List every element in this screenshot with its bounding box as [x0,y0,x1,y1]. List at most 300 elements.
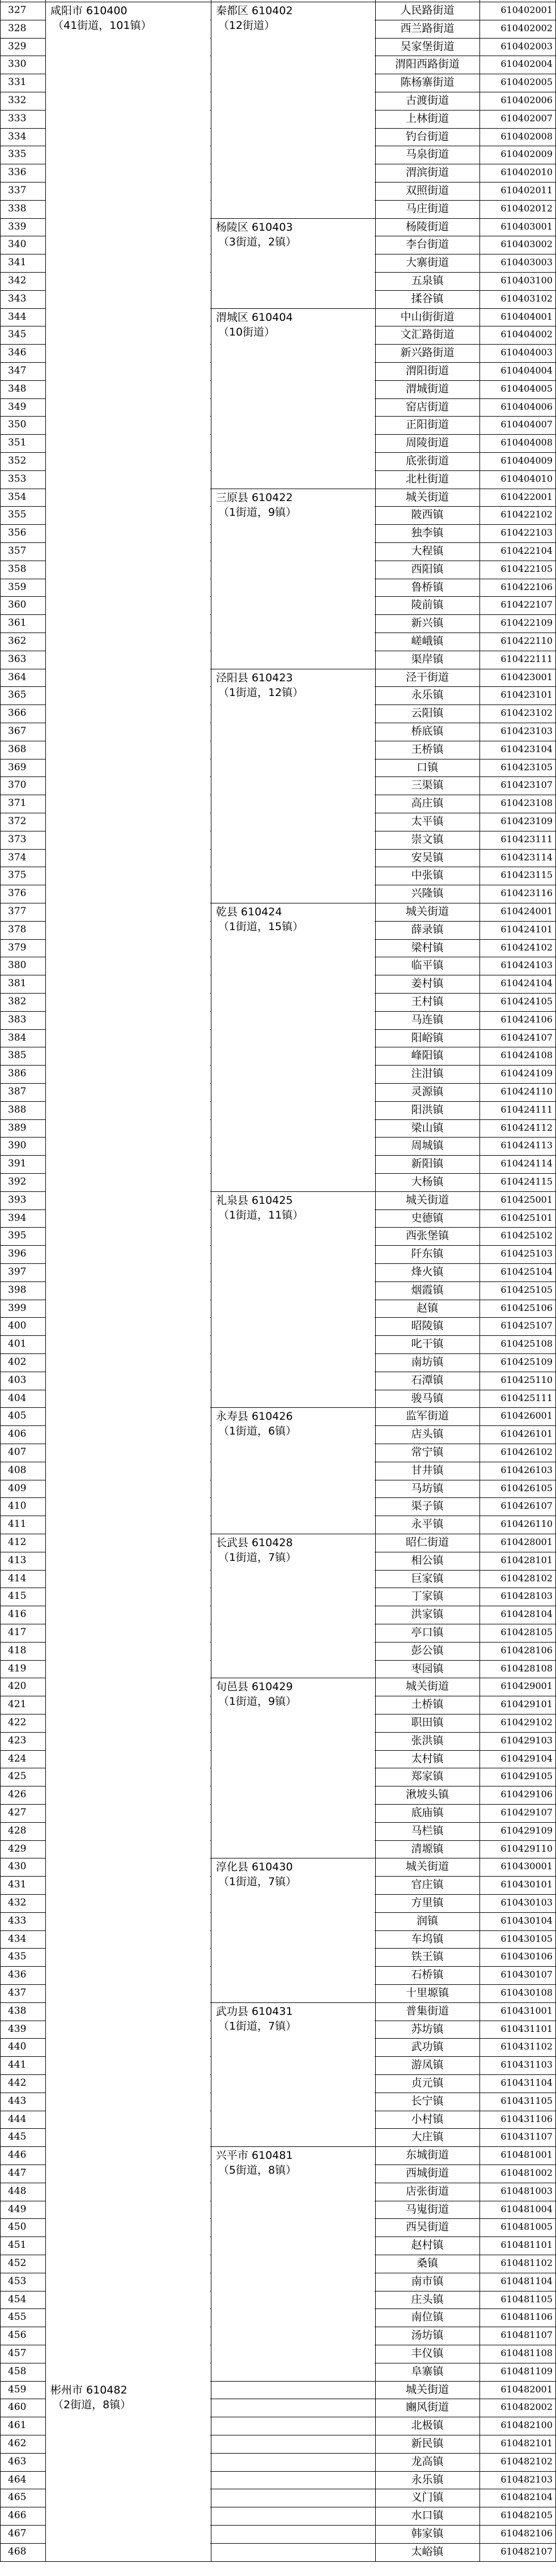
division-code: 610404008 [500,437,553,448]
subdistrict-name: 周陵街道 [405,436,449,449]
row-number: 452 [8,2257,27,2269]
row-number: 466 [8,2510,27,2522]
subdistrict-name: 彭公镇 [411,1644,444,1657]
subdistrict-name: 豳风街道 [405,2401,449,2414]
county-summary: （10街道） [218,325,275,338]
subdistrict-name: 杨陵街道 [405,220,449,233]
row-number: 453 [8,2275,27,2287]
division-code: 610430101 [500,1879,553,1890]
subdistrict-name: 马庄街道 [405,202,449,215]
division-code: 610424113 [500,1140,553,1151]
row-number: 354 [8,491,27,503]
county-name: 乾县 610424 [216,906,282,918]
row-number: 435 [8,1951,27,1963]
division-code: 610431106 [500,2113,553,2124]
division-code: 610402004 [500,58,553,70]
county-name: 泾阳县 610423 [216,671,293,684]
subdistrict-name: 崇文镇 [411,833,444,846]
division-code: 610482107 [500,2545,553,2557]
row-number: 409 [8,1482,27,1494]
division-code: 610402007 [500,112,553,124]
division-code: 610423102 [500,707,553,719]
division-code: 610426110 [500,1518,553,1530]
division-code: 610403001 [500,220,553,232]
division-code: 610431102 [500,2041,553,2052]
row-number: 396 [8,1248,27,1260]
row-number: 377 [8,906,27,917]
row-number: 420 [8,1680,27,1692]
subdistrict-name: 钓台街道 [405,130,449,143]
subdistrict-name: 车坞镇 [411,1932,444,1945]
division-code: 610425105 [500,1284,553,1295]
division-code: 610404004 [500,365,553,376]
row-number: 374 [8,851,27,863]
subdistrict-name: 新兴路街道 [400,346,455,359]
row-number: 381 [8,978,27,990]
subdistrict-name: 正阳街道 [405,418,449,431]
county-cell [211,2,375,218]
division-code: 610424108 [500,1050,553,1061]
division-code: 610425102 [500,1230,553,1241]
row-number: 370 [8,779,27,791]
division-code: 610431103 [500,2059,553,2070]
row-number: 391 [8,1158,27,1170]
row-number: 436 [8,1969,27,1981]
division-code: 610402005 [500,77,553,88]
subdistrict-name: 常宁镇 [411,1446,444,1458]
county-name: 淳化县 610430 [216,1861,293,1874]
city-cell [46,2382,210,2561]
city-name: 咸阳市 610400 [50,5,128,17]
subdistrict-name: 西张堡镇 [405,1229,449,1242]
row-number: 412 [8,1537,27,1548]
subdistrict-name: 丁家镇 [411,1590,444,1603]
row-number: 367 [8,725,27,737]
row-number: 385 [8,1050,27,1062]
subdistrict-name: 古渡街道 [405,94,449,107]
division-code: 610425110 [500,1374,553,1385]
subdistrict-name: 高庄镇 [411,797,444,810]
division-code: 610402002 [500,22,553,33]
row-number: 346 [8,347,27,359]
subdistrict-name: 城关街道 [405,1193,449,1206]
division-code: 610425101 [500,1212,553,1223]
row-number: 387 [8,1086,27,1097]
subdistrict-name: 西吴街道 [405,2221,449,2234]
subdistrict-name: 东城街道 [405,2149,449,2162]
row-number: 449 [8,2203,27,2215]
subdistrict-name: 太村镇 [411,1752,444,1765]
division-code: 610429102 [500,1717,553,1728]
county-cell [211,309,375,489]
row-number: 423 [8,1734,27,1746]
subdistrict-name: 骏马镇 [411,1391,444,1404]
row-number: 397 [8,1266,27,1278]
division-code: 610422001 [500,491,553,502]
subdistrict-name: 店头镇 [411,1428,444,1441]
subdistrict-name: 韩家镇 [411,2527,444,2540]
division-code: 610423103 [500,725,553,736]
division-code: 610423111 [500,833,553,844]
county-summary: （1街道，7镇） [218,2019,297,2032]
row-number: 462 [8,2438,27,2449]
division-code: 610481109 [500,2365,553,2376]
row-number: 443 [8,2095,27,2107]
row-number: 358 [8,563,27,575]
row-number: 401 [8,1338,27,1350]
subdistrict-name: 揉谷镇 [411,292,444,305]
subdistrict-name: 洪家镇 [411,1608,444,1621]
subdistrict-name: 陂西镇 [411,508,444,521]
subdistrict-name: 嵯峨镇 [411,635,444,647]
row-number: 382 [8,996,27,1007]
subdistrict-name: 十里塬镇 [405,1987,449,1999]
division-code: 610429001 [500,1680,553,1692]
division-code: 610424111 [500,1104,553,1115]
row-number: 459 [8,2383,27,2395]
subdistrict-name: 云阳镇 [411,707,444,720]
row-number: 330 [8,58,27,70]
row-number: 389 [8,1122,27,1134]
row-number: 357 [8,545,27,557]
county-summary: （1街道，7镇） [218,1551,297,1564]
subdistrict-name: 马泉街道 [405,148,449,161]
city-summary: （41街道，101镇） [53,19,152,32]
subdistrict-name: 永乐镇 [411,689,444,702]
subdistrict-name: 大杨镇 [411,1175,444,1188]
subdistrict-name: 文汇路街道 [400,328,455,341]
division-code: 610404002 [500,329,553,340]
county-name: 礼泉县 610425 [216,1194,293,1207]
subdistrict-name: 陵前镇 [411,599,444,612]
division-code: 610425108 [500,1338,553,1349]
division-code: 610425103 [500,1248,553,1259]
subdistrict-name: 北极镇 [411,2419,444,2432]
subdistrict-name: 永乐镇 [411,2473,444,2486]
division-code: 610404005 [500,383,553,394]
subdistrict-name: 峰阳镇 [411,1049,444,1062]
subdistrict-name: 中山街街道 [400,310,455,323]
subdistrict-name: 渠子镇 [411,1500,444,1513]
division-code: 610404001 [500,311,553,322]
division-code: 610426101 [500,1428,553,1440]
division-code: 610429103 [500,1734,553,1746]
row-number: 353 [8,473,27,485]
row-number: 403 [8,1374,27,1386]
division-code: 610431107 [500,2131,553,2142]
row-number: 332 [8,95,27,106]
row-number: 352 [8,455,27,466]
division-code: 610422107 [500,599,553,610]
subdistrict-name: 新民镇 [411,2437,444,2450]
division-code: 610481003 [500,2185,553,2196]
row-number: 448 [8,2185,27,2197]
subdistrict-name: 烽火镇 [411,1266,444,1278]
division-code: 610431001 [500,2005,553,2016]
division-code: 610404007 [500,419,553,430]
row-number: 336 [8,167,27,179]
row-number: 383 [8,1013,27,1025]
row-number: 348 [8,383,27,394]
subdistrict-name: 史德镇 [411,1211,444,1224]
county-name: 秦都区 610402 [216,5,293,17]
subdistrict-name: 陈杨寨街道 [400,76,455,89]
subdistrict-name: 方里镇 [411,1896,444,1909]
row-number: 441 [8,2059,27,2071]
division-code: 610428106 [500,1644,553,1656]
division-code: 610425001 [500,1194,553,1205]
row-number: 361 [8,617,27,629]
subdistrict-name: 昭陵镇 [411,1319,444,1332]
division-code: 610404009 [500,455,553,466]
division-code: 610425106 [500,1302,553,1313]
subdistrict-name: 西城街道 [405,2167,449,2179]
subdistrict-name: 城关街道 [405,2383,449,2396]
division-code: 610424107 [500,1032,553,1043]
subdistrict-name: 相公镇 [411,1554,444,1567]
row-number: 417 [8,1627,27,1638]
division-code: 610424102 [500,941,553,953]
county-cell [211,2003,375,2146]
row-number: 432 [8,1897,27,1908]
row-number: 334 [8,130,27,142]
division-code: 610423116 [500,888,553,899]
county-name: 三原县 610422 [216,491,293,504]
division-code: 610424101 [500,923,553,935]
row-number: 404 [8,1392,27,1404]
subdistrict-name: 监军街道 [405,1410,449,1423]
row-number: 359 [8,581,27,593]
county-summary: （5街道，8镇） [218,2164,297,2177]
subdistrict-name: 渠岸镇 [411,652,444,665]
row-number: 467 [8,2528,27,2539]
subdistrict-name: 北杜街道 [405,472,449,485]
subdistrict-name: 鲁桥镇 [411,580,444,593]
division-code: 610481105 [500,2293,553,2305]
row-number: 384 [8,1032,27,1043]
subdistrict-name: 太平镇 [411,815,444,827]
division-code: 610402011 [500,185,553,196]
subdistrict-name: 巨家镇 [411,1572,444,1585]
division-code: 610424106 [500,1013,553,1025]
row-number: 344 [8,311,27,322]
division-code: 610402001 [500,5,553,15]
row-number: 439 [8,2023,27,2035]
subdistrict-name: 阳洪镇 [411,1103,444,1116]
division-code: 610425111 [500,1392,553,1403]
subdistrict-name: 烟霞镇 [411,1283,444,1296]
division-code: 610431101 [500,2023,553,2034]
division-code: 610424115 [500,1176,553,1187]
row-number: 410 [8,1500,27,1512]
subdistrict-name: 店张街道 [405,2184,449,2197]
county-cell [211,2147,375,2380]
subdistrict-name: 南位镇 [411,2311,444,2324]
division-code: 610482105 [500,2510,553,2521]
division-code: 610422105 [500,563,553,574]
division-code: 610423114 [500,851,553,863]
row-number: 366 [8,707,27,719]
row-number: 463 [8,2455,27,2467]
subdistrict-name: 苏坊镇 [411,2022,444,2035]
division-code: 610403003 [500,257,553,268]
subdistrict-name: 中张镇 [411,869,444,882]
subdistrict-name: 底张街道 [405,455,449,467]
row-number: 339 [8,220,27,232]
subdistrict-name: 南市镇 [411,2274,444,2288]
county-summary: （1街道，9镇） [218,506,297,519]
division-code: 610481101 [500,2239,553,2251]
row-number: 328 [8,22,27,34]
row-number: 372 [8,816,27,827]
city-cell [46,2,210,2561]
subdistrict-name: 马坊镇 [411,1482,444,1495]
county-cell [211,489,375,669]
county-summary: （1街道，9镇） [218,1695,297,1708]
row-number: 388 [8,1104,27,1115]
subdistrict-name: 新兴镇 [411,617,444,630]
division-code: 610428101 [500,1554,553,1565]
division-code: 610481002 [500,2167,553,2178]
subdistrict-name: 梁山镇 [411,1121,444,1134]
row-number: 392 [8,1176,27,1187]
row-number: 365 [8,689,27,701]
row-number: 437 [8,1987,27,1998]
row-number: 408 [8,1464,27,1476]
subdistrict-name: 泾干街道 [405,670,449,684]
subdistrict-name: 铁王镇 [411,1950,444,1963]
row-number: 461 [8,2420,27,2431]
subdistrict-name: 上林街道 [405,112,449,125]
county-summary: （1街道，6镇） [218,1425,297,1438]
division-code: 610429110 [500,1843,553,1854]
row-number: 418 [8,1644,27,1656]
subdistrict-name: 梁村镇 [411,941,444,954]
division-code: 610429106 [500,1789,553,1800]
subdistrict-name: 城关街道 [405,1680,449,1693]
subdistrict-name: 薛录镇 [411,923,444,936]
row-number: 379 [8,941,27,953]
division-code: 610430108 [500,1987,553,1998]
division-code: 610428103 [500,1590,553,1602]
division-code: 610425104 [500,1266,553,1277]
row-number: 349 [8,401,27,413]
division-code: 610426001 [500,1410,553,1421]
division-code: 610428001 [500,1537,553,1547]
row-number: 378 [8,923,27,935]
subdistrict-name: 阜寨镇 [411,2365,444,2378]
county-summary: （1街道，15镇） [218,920,304,933]
subdistrict-name: 城关街道 [405,905,449,918]
row-number: 426 [8,1789,27,1801]
division-code: 610402009 [500,148,553,160]
subdistrict-name: 灵源镇 [411,1085,444,1098]
division-code: 610431105 [500,2095,553,2106]
county-summary: （1街道，11镇） [218,1208,304,1221]
row-number: 360 [8,599,27,611]
county-cell [211,669,375,903]
subdistrict-name: 西兰路街道 [400,22,455,35]
division-code: 610403102 [500,292,553,304]
division-code: 610424110 [500,1086,553,1097]
subdistrict-name: 南坊镇 [411,1356,444,1368]
county-name: 永寿县 610426 [216,1410,293,1423]
row-number: 333 [8,112,27,124]
row-number: 380 [8,960,27,971]
row-number: 429 [8,1843,27,1854]
subdistrict-name: 清塬镇 [411,1842,444,1855]
row-number: 451 [8,2239,27,2251]
division-code: 610482103 [500,2473,553,2485]
row-number: 465 [8,2492,27,2503]
division-code: 610404003 [500,347,553,358]
subdistrict-name: 五泉镇 [411,274,444,287]
county-name: 兴平市 610481 [216,2149,293,2162]
subdistrict-name: 张洪镇 [411,1734,444,1747]
division-code: 610426105 [500,1482,553,1493]
subdistrict-name: 昭仁街道 [405,1536,449,1548]
row-number: 335 [8,148,27,160]
division-code: 610422109 [500,617,553,629]
division-code: 610404010 [500,473,553,484]
row-number: 438 [8,2005,27,2017]
subdistrict-name: 人民路街道 [400,4,455,16]
county-summary: （1街道，12镇） [218,686,304,699]
row-number: 341 [8,257,27,269]
row-number: 363 [8,653,27,665]
division-code: 610422110 [500,635,553,646]
subdistrict-name: 叱干镇 [411,1338,444,1351]
subdistrict-name: 渭阳街道 [405,364,449,377]
row-number: 406 [8,1428,27,1440]
subdistrict-name: 阳峪镇 [411,1031,444,1044]
subdistrict-name: 甘井镇 [411,1463,444,1476]
county-cell [211,1534,375,1678]
row-number: 428 [8,1824,27,1836]
county-cell [211,1858,375,2002]
subdistrict-name: 贞元镇 [411,2077,444,2089]
row-number: 440 [8,2041,27,2053]
row-number: 445 [8,2131,27,2143]
division-code: 610430104 [500,1915,553,1926]
row-number: 393 [8,1194,27,1206]
subdistrict-name: 石桥镇 [411,1968,444,1981]
division-code: 610481004 [500,2203,553,2214]
row-number: 458 [8,2365,27,2377]
division-code: 610481005 [500,2221,553,2233]
row-number: 421 [8,1699,27,1711]
subdistrict-name: 枣园镇 [411,1662,444,1675]
row-number: 456 [8,2329,27,2341]
row-number: 454 [8,2293,27,2305]
division-code: 610428104 [500,1609,553,1620]
division-code: 610429107 [500,1807,553,1818]
division-code: 610424105 [500,996,553,1007]
row-number: 419 [8,1662,27,1674]
division-code: 610426107 [500,1500,553,1512]
subdistrict-name: 城关街道 [405,1860,449,1873]
city-summary: （2街道，8镇） [53,2398,131,2411]
division-code: 610428105 [500,1627,553,1637]
row-number: 468 [8,2545,27,2557]
division-code: 610430001 [500,1861,553,1872]
division-code: 610430107 [500,1969,553,1980]
row-number: 369 [8,761,27,773]
row-number: 433 [8,1915,27,1926]
row-number: 347 [8,365,27,376]
division-code: 610429104 [500,1752,553,1764]
subdistrict-name: 桥底镇 [411,725,444,737]
